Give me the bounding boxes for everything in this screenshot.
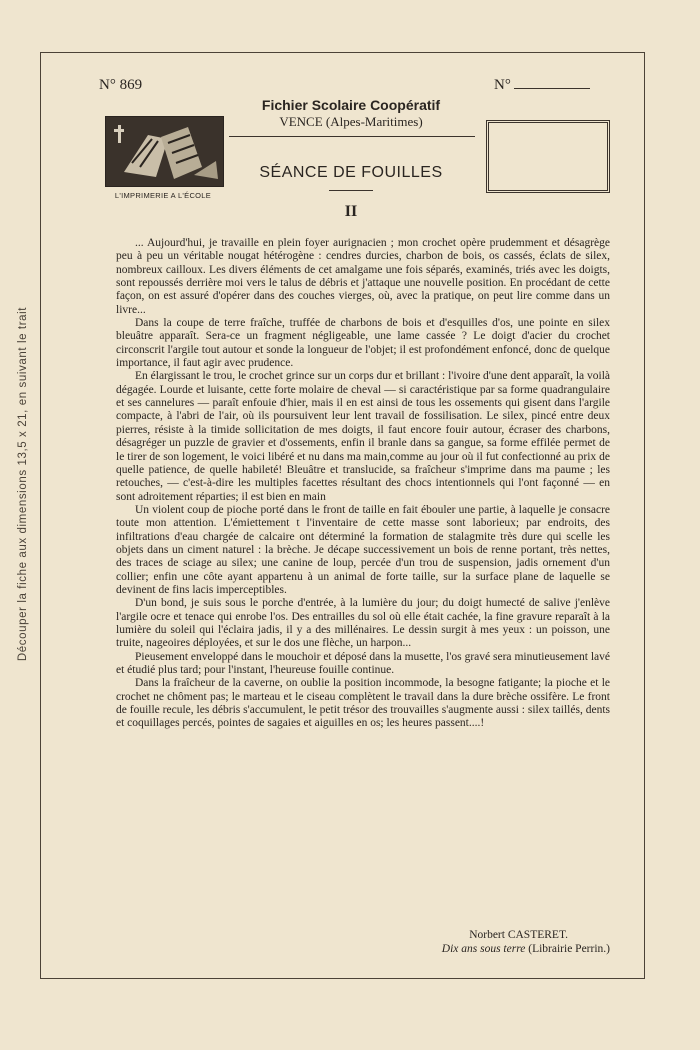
paragraph: Dans la fraîcheur de la caverne, on oublie la position incommode, la besogne fatigante; la pioche et le crochet ne chôment pas; le marteau et le ciseau complètent le travail dans la dure brèche ossifère. Le front de fouille recule, les débris s'accumulent, le petit trésor des trouvailles s'augmente aussi : silex taillés, dents et coquillages percés, pointes de sagaies et aiguilles en os; les heures passent....! [116, 677, 610, 730]
document-title: SÉANCE DE FOUILLES [259, 164, 443, 181]
author-name: Norbert CASTERET. [469, 929, 568, 941]
source-publisher: (Librairie Perrin.) [528, 943, 610, 955]
publisher-location: VENCE (Alpes-Maritimes) [279, 114, 423, 129]
classification-box [486, 120, 610, 193]
paragraph: ... Aujourd'hui, je travaille en plein foyer aurignacien ; mon crochet opère prudemment et désagrège peu à peu un véritable nougat hétérogène : cendres durcies, charbon de bois, os cassés, éclats de silex, nombreux cailloux. Les divers éléments de cet amalgame une fois séparés, examinés, triés avec les doigts, sont repoussés derrière moi vers le talus de débris et j'attaque une nouvelle position. En procédant de cette façon, on est assuré d'opérer dans des couches vierges, où, avec la pratique, on peut lire comme dans un livre... [116, 237, 610, 316]
title-underline [329, 190, 373, 191]
logo-caption: L'IMPRIMERIE A L'ÉCOLE [114, 191, 212, 200]
source-title: Dix ans sous terre [441, 943, 526, 955]
part-number: II [344, 203, 358, 220]
printing-press-logo [105, 116, 224, 187]
paragraph: En élargissant le trou, le crochet grince sur un corps dur et brillant : l'ivoire d'une dent apparaît, la voilà dégagée. Lourde et luisante, cette forte molaire de cheval — si caractéristique par sa forme quadrangulaire et ses cannelures — paraît enfouie d'hier, mais il en est ainsi de tous les ossements qui gisent dans l'argile compacte, à l'abri de l'air, où ils poursuivent leur lent travail de fossilisation. Le silex, pincé entre deux pierres, résiste à la timide sollicitation de mes doigts, il faut encore fouir autour, écraser des charbons, désagréger un puzzle de gravier et d'ossements, enfin il branle dans sa gangue, sa forme effilée permet de le tirer de son logement, le voici libéré et nu dans ma main,comme au jour où il fut confectionné au prix de quelle patience, de quelle habileté! Bleuâtre et translucide, sa fraîcheur s'imprime dans ma paume ; les retouches, — c'est-à-dire les multiples facettes résultant des chocs intentionnels qui l'ont façonné — en sont adroitement réparties; il est bien en main [116, 370, 610, 503]
source-citation [116, 943, 610, 955]
header-divider [229, 136, 475, 137]
card-number-blank: N° [494, 77, 590, 94]
main-text [116, 237, 610, 731]
paragraph: Dans la coupe de terre fraîche, truffée de charbons de bois et d'esquilles d'os, une pointe en silex bleuâtre apparaît. Sera-ce un fragment négligeable, une lame cassée ? Le doigt d'acier du crochet circonscrit l'argile tout autour et sonde la longueur de l'objet; il est profondément enfoncé, donc de quelque importance, il faut agir avec prudence. [116, 317, 610, 370]
card-number: N° 869 [99, 77, 143, 93]
card-frame [40, 52, 645, 979]
publisher-title: Fichier Scolaire Coopératif [261, 97, 441, 113]
paragraph: Pieusement enveloppé dans le mouchoir et déposé dans la musette, l'os gravé sera minutieusement lavé et étudié plus tard; pour l'instant, l'heureuse fouille continue. [116, 650, 610, 676]
cutting-instruction: Découper la fiche aux dimensions 13,5 x 21, en suivant le trait [17, 306, 29, 662]
paragraph: Un violent coup de pioche porté dans le front de taille en fait ébouler une partie, à laquelle je consacre toute mon attention. L'émiettement t l'inventaire de cette masse sont laborieux; par endroits, des infiltrations d'eau chargée de calcaire ont déterminé la formation de stalagmite très dure qui scelle les objets dans un ciment naturel : la brèche. Je décape successivement un bois de renne portant, très nettes, des traces de sciage au silex; une canine de loup, percée d'un trou de suspension, jadis ornement d'un collier; enfin une côte ayant appartenu à un animal de forte taille, sur la surface plane de laquelle se devinent de fins lacis imperceptibles. [116, 503, 610, 596]
paragraph: D'un bond, je suis sous le porche d'entrée, à la lumière du jour; du doigt humecté de salive j'enlève l'argile ocre et tenace qui enrobe l'os. Des entrailles du sol où elle était cachée, la fine gravure reparaît à la lumière du soleil qui l'éclaira jadis, il y a des millénaires. Le dessin surgit à mes yeux : un poisson, une truite, nageoires déployées, et sur le dos une flèche, un harpon... [116, 597, 610, 650]
